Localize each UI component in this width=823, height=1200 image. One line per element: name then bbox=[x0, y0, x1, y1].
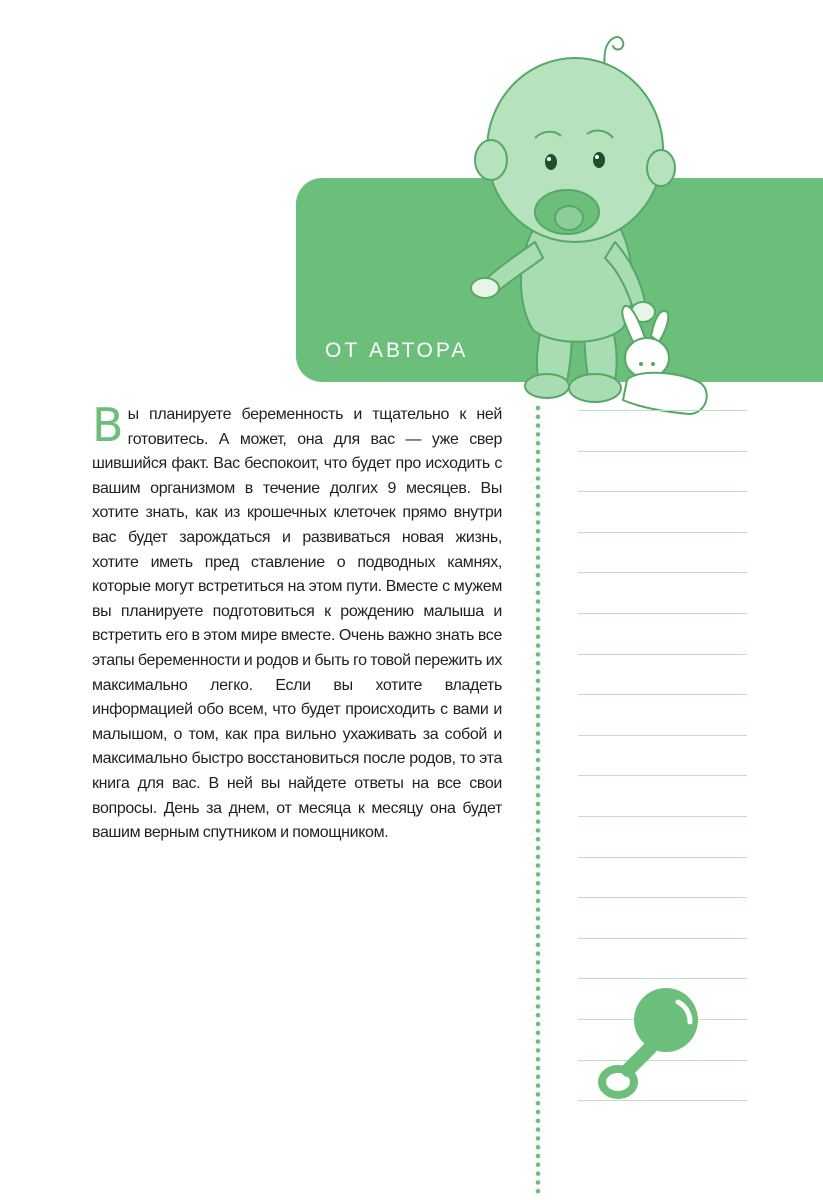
author-intro-text bbox=[92, 398, 503, 846]
text-line: шившийся факт. Вас беспокоит, что будет про bbox=[92, 455, 421, 473]
text-line: вильно ухаживать за собой и максимально быстро bbox=[92, 725, 502, 768]
drop-cap: В bbox=[92, 398, 124, 452]
text-line: ставление о подводных камнях, которые могут bbox=[92, 553, 502, 596]
text-line: происходить с вами и малышом, о том, как пра bbox=[92, 701, 503, 743]
text-line: ы планируете беременность и тщательно к ней bbox=[127, 406, 502, 423]
text-line: планируете подготовиться к рождению малыша bbox=[120, 602, 494, 620]
section-title: ОТ АВТОРА bbox=[325, 339, 469, 362]
text-line: 9 месяцев. Вы хотите знать, как из крошечных bbox=[92, 479, 502, 522]
text-line: хотите владеть информацией обо всем, что будет bbox=[92, 676, 503, 719]
text-line: готовитесь. А может, она для вас — уже свер bbox=[127, 430, 502, 448]
rattle-icon bbox=[598, 980, 708, 1100]
text-line: знать все этапы беременности и родов и быть го bbox=[92, 627, 502, 669]
text-line: клеточек прямо внутри вас будет зарождаться bbox=[92, 504, 502, 546]
baby-illustration bbox=[455, 20, 725, 425]
dotted-divider bbox=[535, 405, 541, 1195]
text-line: восстановиться после родов, то эта книга для вас. bbox=[92, 750, 502, 792]
text-line: День за днем, от месяца к месяцу она будет вашим bbox=[92, 799, 502, 842]
text-line: В ней вы найдете ответы на все свои вопросы. bbox=[92, 774, 502, 817]
text-line: верным спутником и помощником. bbox=[143, 824, 389, 842]
text-line: и развиваться новая жизнь, хотите иметь пред bbox=[92, 528, 502, 571]
text-line: встретиться на этом пути. Вместе с мужем вы bbox=[92, 578, 502, 620]
text-line: и встретить его в этом мире вместе. Очень важно bbox=[92, 602, 502, 645]
text-line: исходить с вашим организмом в течение долгих bbox=[92, 455, 502, 497]
text-line: товой пережить их максимально легко. Если вы bbox=[92, 651, 502, 694]
